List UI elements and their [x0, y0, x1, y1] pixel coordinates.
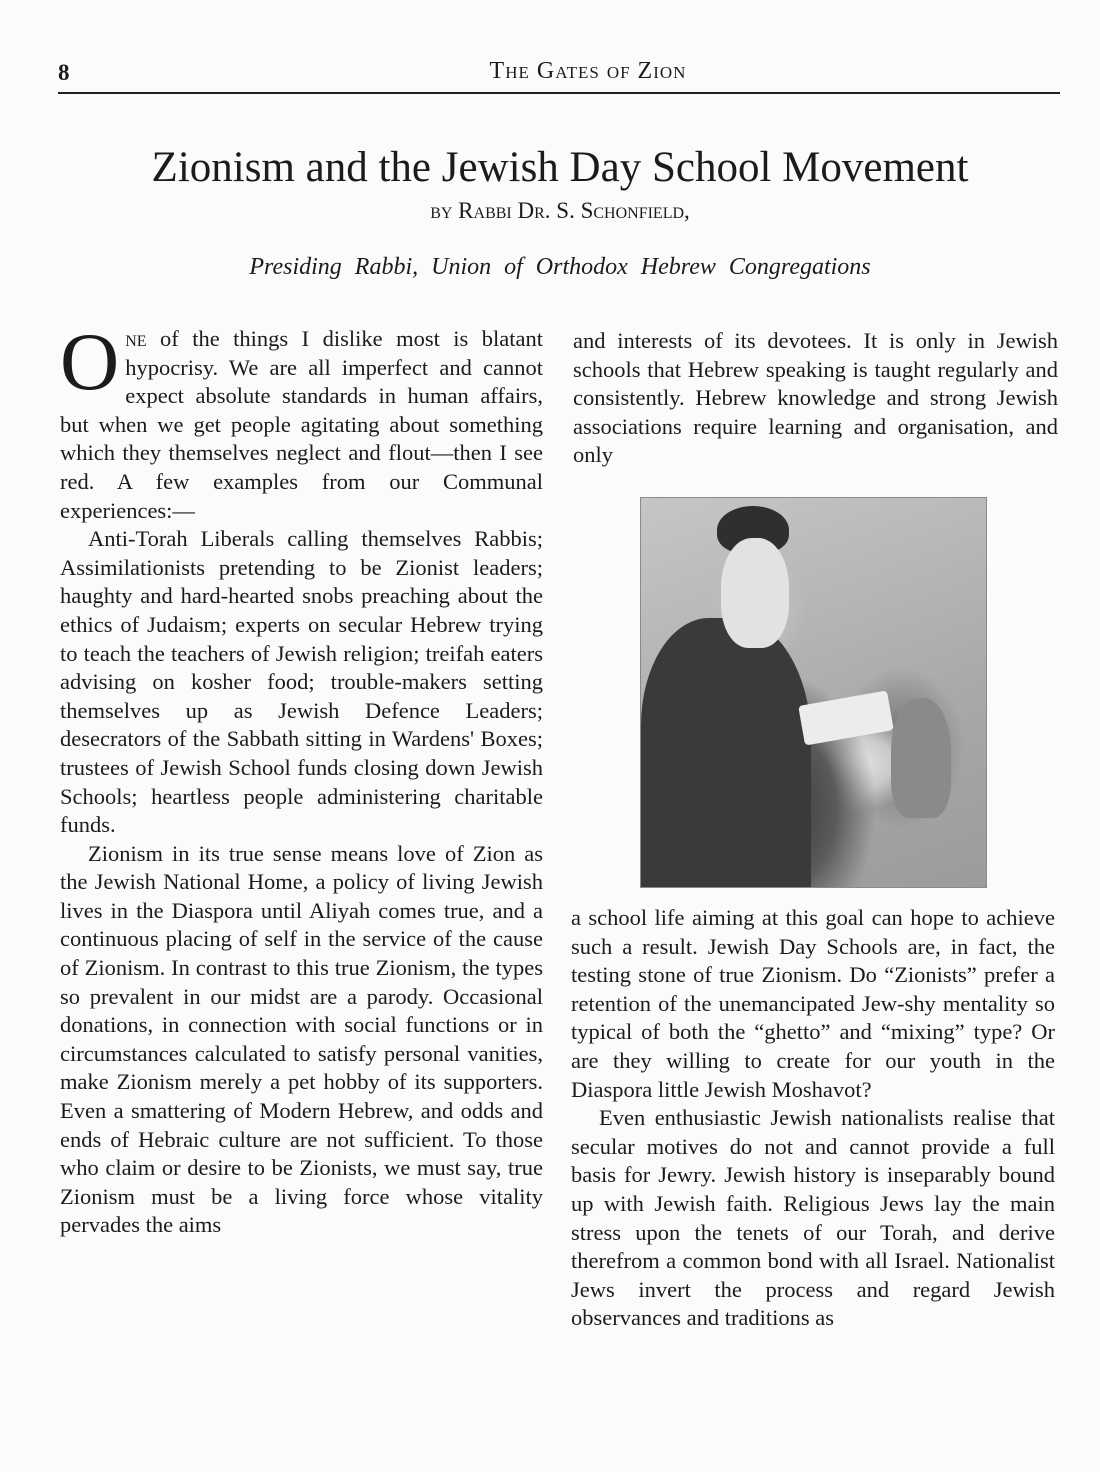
paragraph-6: Even enthusiastic Jewish nationalists realise that secular motives do not and cannot provide a full basis for Jewry. Jewish history is inseparably bound up with Jewish faith. Religious Jews lay the main stress upon the tenets of our Torah, and derive therefrom a common bond with all Israel. Nationalist Jews invert the process and regard Jewish observances and traditions as [571, 1105, 1055, 1331]
paragraph-1 [60, 316, 543, 525]
drop-cap: O [60, 316, 120, 407]
photo-book [798, 690, 894, 745]
author-affiliation: Presiding Rabbi, Union of Orthodox Hebrew Congregations [249, 254, 871, 280]
column-right-bottom [571, 904, 1055, 1333]
photo-child [891, 698, 951, 818]
paragraph-5: a school life aiming at this goal can hope to achieve such a result. Jewish Day Schools are, in fact, the testing stone of true Zionism. Do “Zionists” prefer a retention of the unemancipated Jew-shy mentality so typical of both the “ghetto” and “mixing” type? Or are they willing to create for our youth in the Diaspora little Jewish Moshavot? [571, 905, 1055, 1102]
running-title: The Gates of Zion [489, 58, 687, 84]
article-byline: by Rabbi Dr. S. Schonfield, [430, 198, 690, 223]
paragraph-3: Zionism in its true sense means love of Zion as the Jewish National Home, a policy of living Jewish lives in the Diaspora until Aliyah comes true, and a continuous placing of self in the service of the cause of Zionism. In contrast to this true Zionism, the types so prevalent in our midst are a parody. Occasional donations, in connection with social functions or in circumstances calculated to satisfy personal vanities, make Zionism merely a pet hobby of its supporters. Even a smattering of Modern Hebrew, and odds and ends of Hebraic culture are not sufficient. To those who claim or desire to be Zionists, we must say, true Zionism must be a living force whose vitality pervades the aims [60, 840, 543, 1238]
page-number: 8 [58, 60, 70, 85]
paragraph-2: Anti-Torah Liberals calling themselves Rabbis; Assimilationists pretending to be Zionist leaders; haughty and hard-hearted snobs preaching about the ethics of Judaism; experts on secular Hebrew trying to teach the teachers of Jewish religion; treifah eaters advising on kosher food; trouble-makers setting themselves up as Jewish Defence Leaders; desecrators of the Sabbath sitting in Wardens' Boxes; trustees of Jewish School funds closing down Jewish Schools; heartless people administering charitable funds. [60, 526, 543, 838]
paragraph-1-text: of the things I dislike most is blatant hypocrisy. We are all imperfect and cannot expect absolute standards in human affairs, but when we get people agitating about something which they themselves neglect and flout—then I see red. A few examples from our Communal experiences:— [60, 326, 543, 523]
page-header [58, 60, 1060, 96]
photo-figure-face [721, 538, 789, 648]
lead-in: ne [125, 326, 147, 351]
portrait-photo [640, 497, 987, 888]
article-title: Zionism and the Jewish Day School Movement [151, 144, 969, 191]
photo-figure-body [641, 618, 811, 887]
header-rule [58, 92, 1060, 94]
paragraph-4: and interests of its devotees. It is only in Jewish schools that Hebrew speaking is taught regularly and consistently. Hebrew knowledge and strong Jewish associations require learning and organisation, and only [573, 328, 1058, 468]
column-left [60, 316, 543, 1240]
column-right-top [573, 327, 1058, 470]
